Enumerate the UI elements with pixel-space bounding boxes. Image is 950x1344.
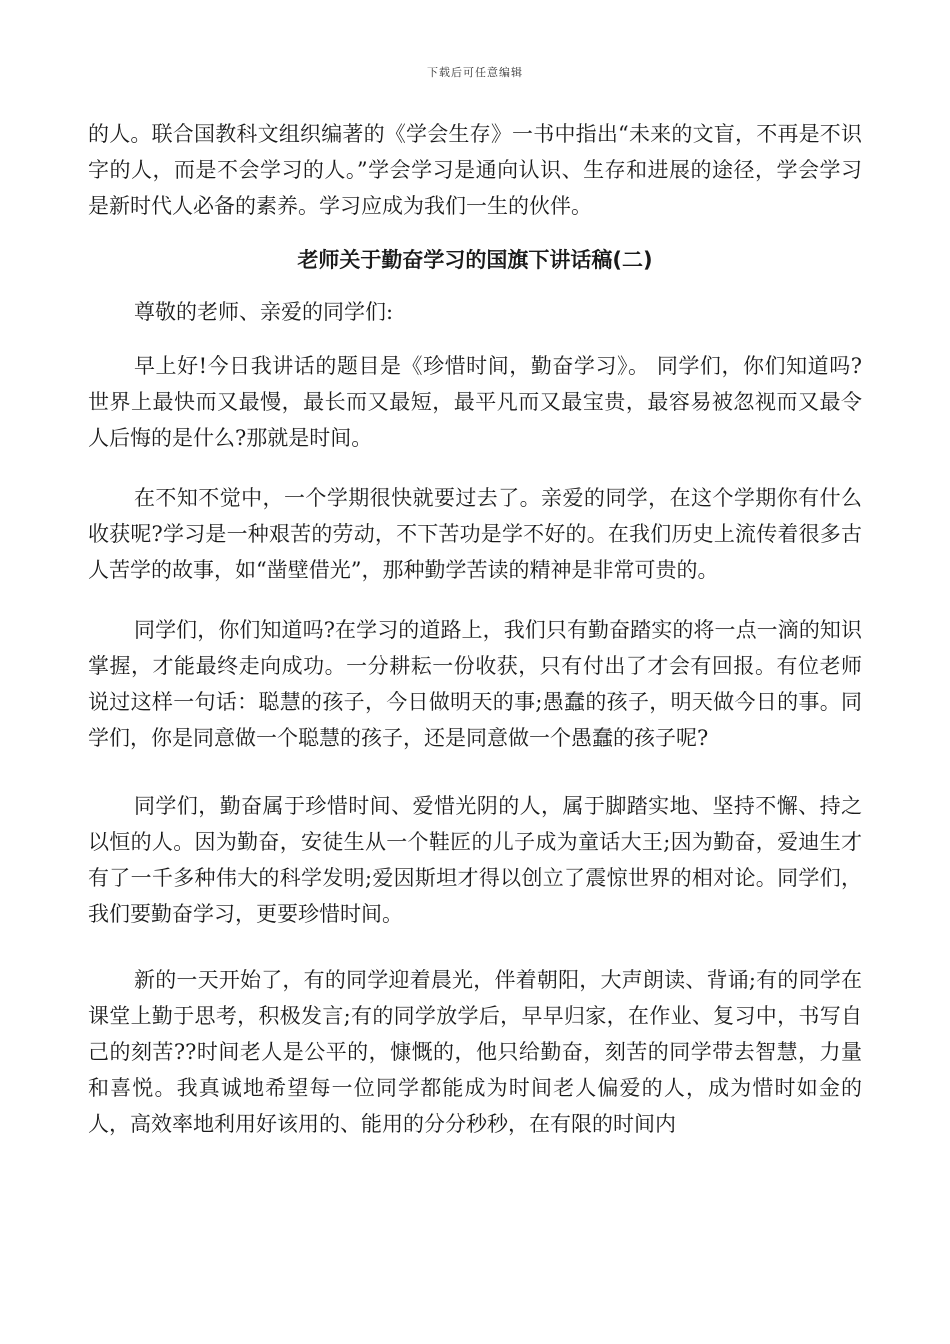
paragraph-greeting: 早上好!今日我讲话的题目是《珍惜时间，勤奋学习》。 同学们，你们知道吗?世界上最快而又最慢，最长而又最短，最平凡而又最宝贵，最容易被忽视而又最令人后悔的是什么?那就是时间。 [88,354,862,450]
opening-paragraph: 的人。联合国教科文组织编著的《学会生存》一书中指出“未来的文盲，不再是不识字的人，而是不会学习的人。”学会学习是通向认识、生存和进展的途径，学会学习是新时代人必备的素养。学习应成为我们一生的伙伴。 [88,122,862,218]
header-note: 下载后可任意编辑 [427,66,523,79]
paragraph-new-day: 新的一天开始了，有的同学迎着晨光，伴着朝阳，大声朗读、背诵;有的同学在课堂上勤于思考，积极发言;有的同学放学后，早早归家，在作业、复习中，书写自己的刻苦??时间老人是公平的，慷慨的，他只给勤奋，刻苦的同学带去智慧，力量和喜悦。我真诚地希望每一位同学都能成为时间老人偏爱的人，成为惜时如金的人，高效率地利用好该用的、能用的分分秒秒，在有限的时间内 [88,968,862,1136]
paragraph-semester: 在不知不觉中，一个学期很快就要过去了。亲爱的同学，在这个学期你有什么收获呢?学习是一种艰苦的劳动，不下苦功是学不好的。在我们历史上流传着很多古人苦学的故事，如“凿壁借光”，那种勤学苦读的精神是非常可贵的。 [88,486,862,582]
document-body [88,116,862,1156]
paragraph-examples: 同学们，勤奋属于珍惜时间、爱惜光阴的人，属于脚踏实地、坚持不懈、持之以恒的人。因为勤奋，安徒生从一个鞋匠的儿子成为童话大王;因为勤奋，爱迪生才有了一千多种伟大的科学发明;爱因斯坦才得以创立了震惊世界的相对论。同学们，我们要勤奋学习，更要珍惜时间。 [88,794,862,926]
paragraph-diligence: 同学们，你们知道吗?在学习的道路上，我们只有勤奋踏实的将一点一滴的知识掌握，才能最终走向成功。一分耕耘一份收获，只有付出了才会有回报。有位老师说过这样一句话：聪慧的孩子，今日做明天的事;愚蠢的孩子，明天做今日的事。同学们，你是同意做一个聪慧的孩子，还是同意做一个愚蠢的孩子呢? [88,618,862,750]
salutation-paragraph: 尊敬的老师、亲爱的同学们: [134,300,394,324]
section-title: 老师关于勤奋学习的国旗下讲话稿(二) [297,248,653,272]
